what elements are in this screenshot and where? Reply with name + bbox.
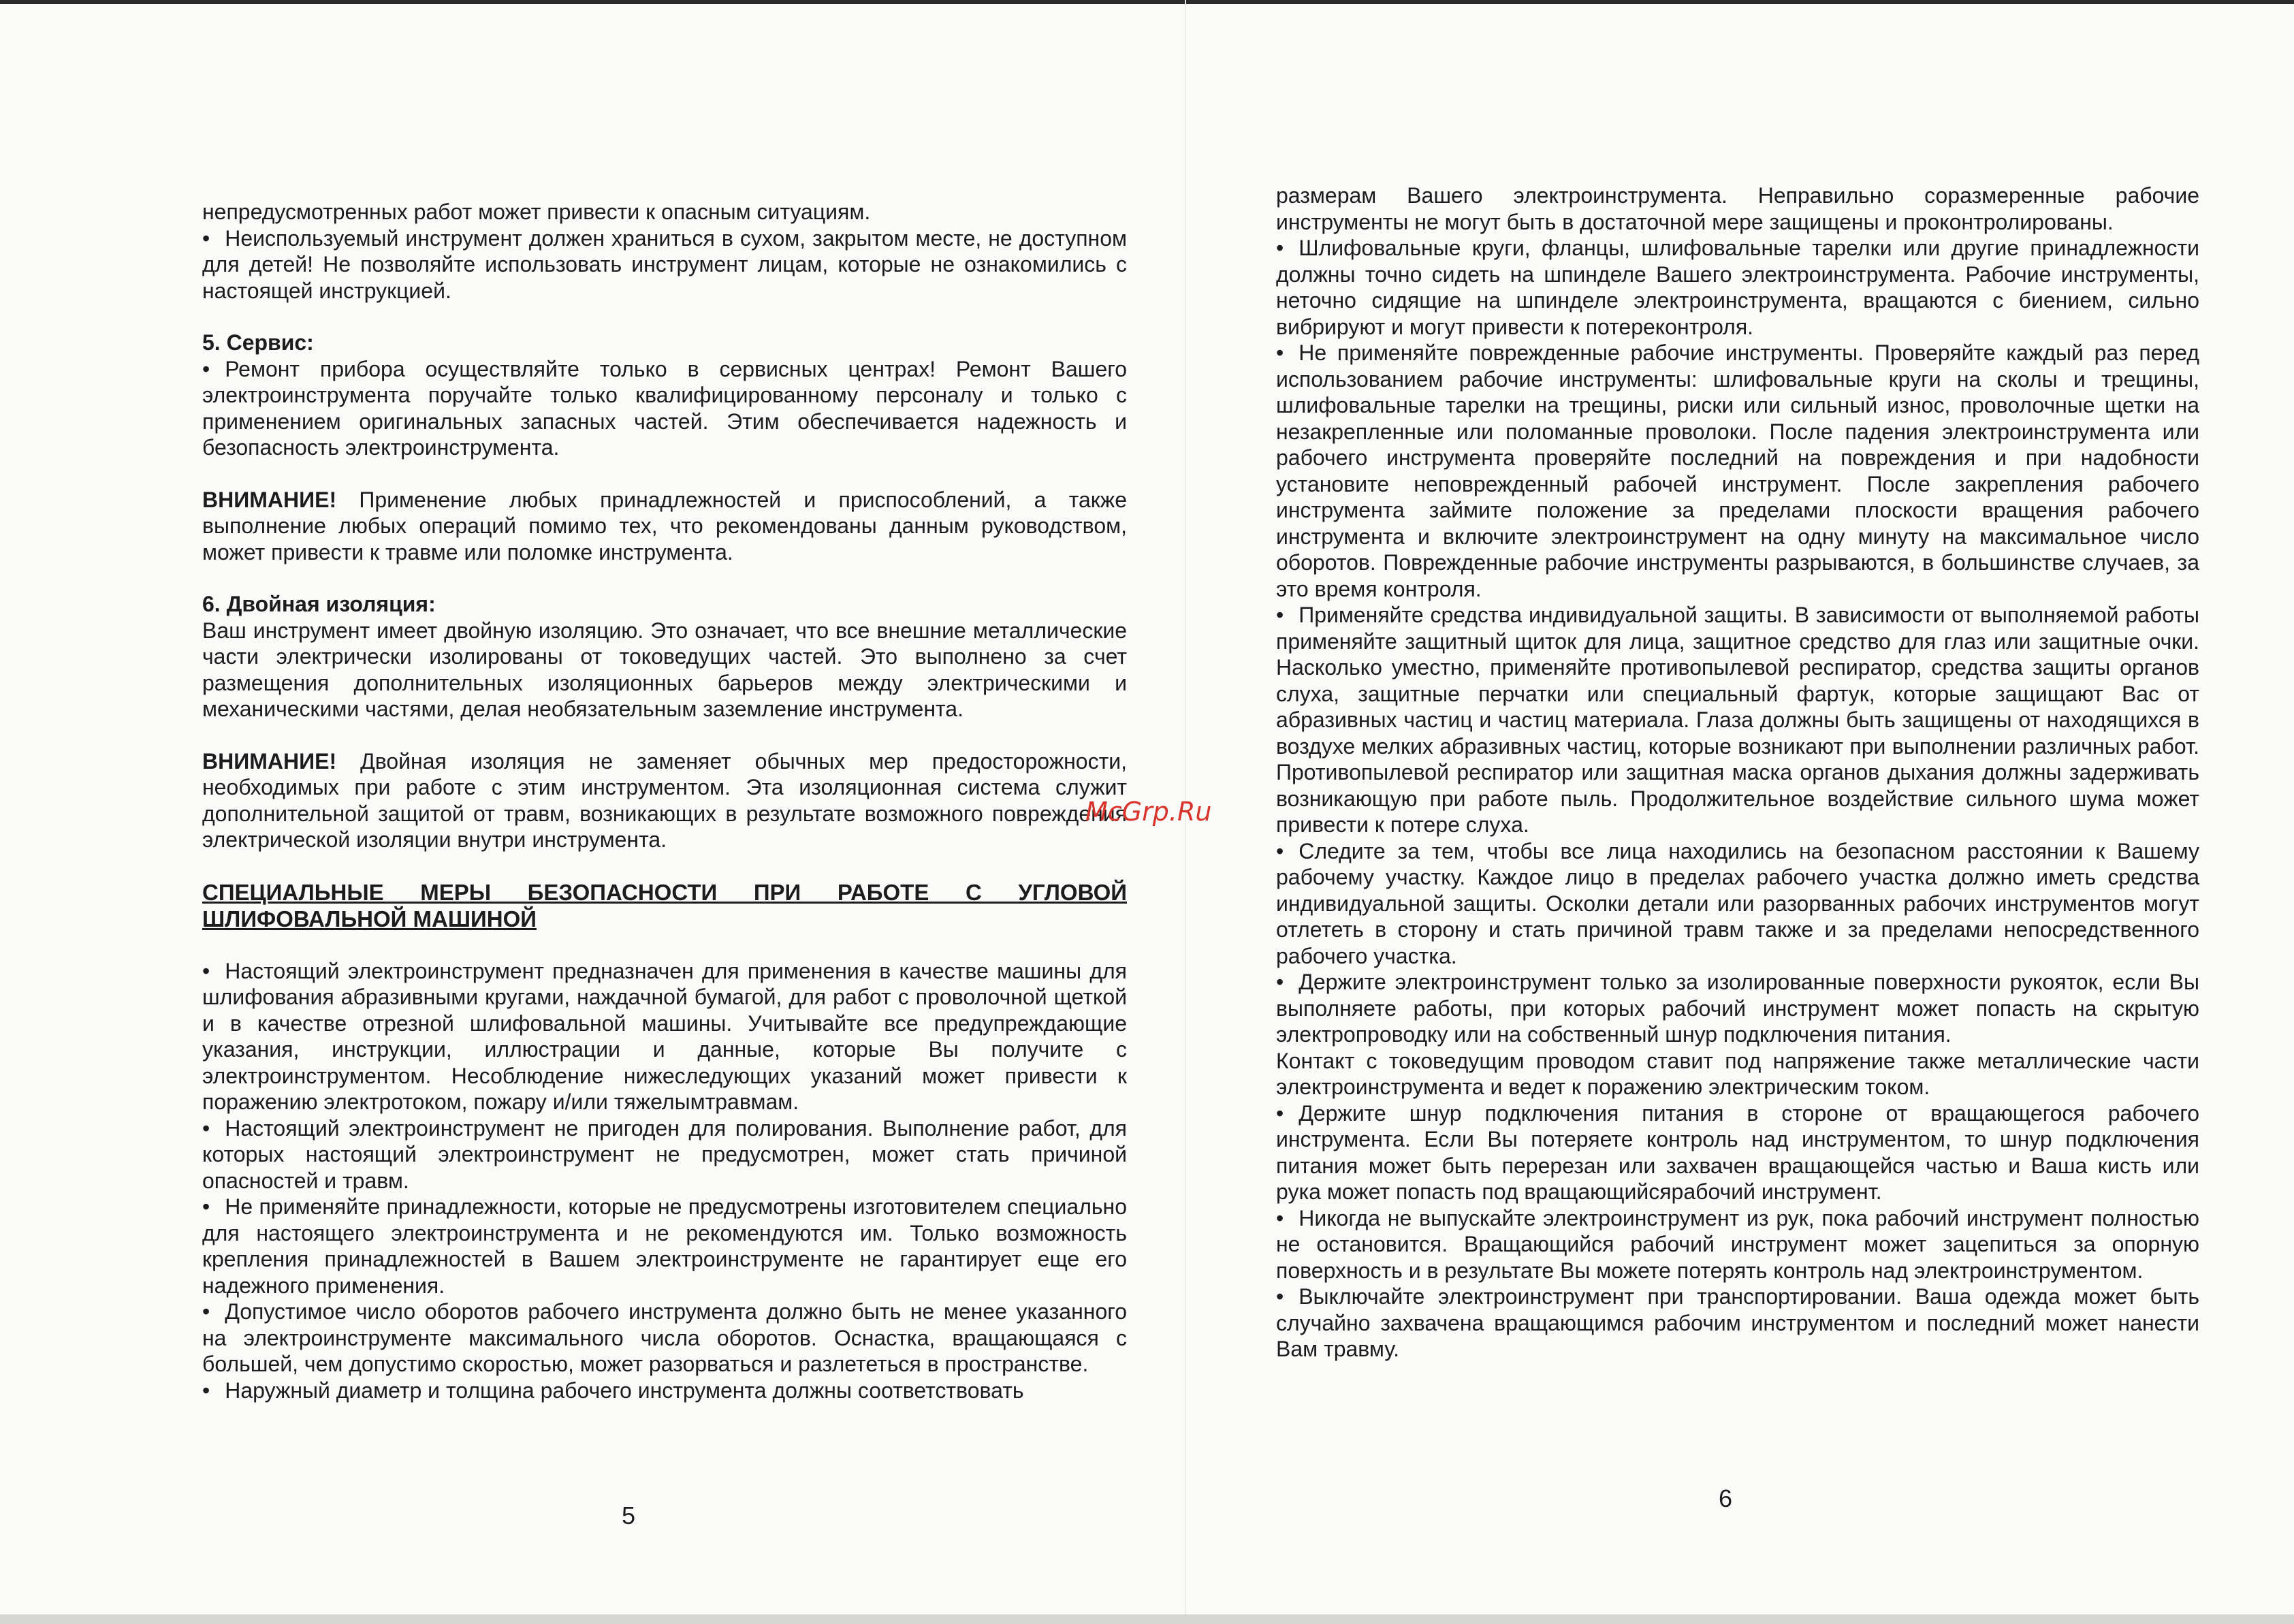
page-number-right: 6 <box>1719 1484 1733 1512</box>
page-number-left: 5 <box>622 1501 636 1529</box>
bullet-paragraph: • Следите за тем, чтобы все лица находились на безопасном расстоянии к Вашему рабочему участку. Каждое лицо в пределах рабочего участка должно иметь средства индивидуальной защиты. Осколки детали или разорванных рабочих инструментов могут отлететь в сторону и стать причиной травм также и за пределами непосредственного рабочего участка. <box>1276 838 2199 968</box>
paragraph: непредусмотренных работ может привести к опасным ситуациям. <box>202 200 871 224</box>
bullet-icon: • <box>1276 1100 1284 1126</box>
warning-label: ВНИМАНИЕ! <box>202 487 337 512</box>
bullet-paragraph: • Не применяйте принадлежности, которые не предусмотрены изготовителем специально для настоящего электроинструмента и не рекомендуются им. Только возможность крепления принадлежностей в Вашем электроинструменте не гарантирует еще его надежного применения. <box>202 1194 1127 1298</box>
warning-label: ВНИМАНИЕ! <box>202 748 337 774</box>
bullet-icon: • <box>1276 1205 1284 1230</box>
bullet-icon: • <box>202 356 210 381</box>
bullet-paragraph: • Держите электроинструмент только за изолированные поверхности рукояток, если Вы выполняете работы, при которых рабочий инструмент может попасть на скрытую электропроводку или на собственный шнур подключения питания. <box>1276 970 2199 1047</box>
bullet-icon: • <box>202 1378 210 1403</box>
bullet-paragraph: • Настоящий электроинструмент предназначен для применения в качестве машины для шлифования абразивными кругами, наждачной бумагой, для работ с проволочной щеткой и в качестве отрезной шлифовальной машины. Учитывайте все предупреждающие указания, инструкции, иллюстрации и данные, которые Вы получите с электроинструментом. Несоблюдение нижеследующих указаний может привести к поражению электротоком, пожару и/или тяжелымтравмам. <box>202 958 1127 1114</box>
bullet-icon: • <box>202 225 210 251</box>
bullet-icon: • <box>1276 340 1284 365</box>
paragraph: размерам Вашего электроинструмента. Неправильно соразмеренные рабочие инструменты не могут быть в достаточной мере защищены и проконтролированы. <box>1276 183 2199 234</box>
section-heading-insulation: 6. Двойная изоляция: <box>202 592 436 616</box>
bullet-icon: • <box>1276 970 1284 994</box>
bullet-paragraph: • Наружный диаметр и толщина рабочего инструмента должны соответствовать <box>202 1378 1024 1403</box>
page-left <box>202 199 1127 1403</box>
bullet-icon: • <box>1276 838 1284 863</box>
bullet-icon: • <box>1276 1284 1284 1309</box>
page-right <box>1276 182 2199 1363</box>
bullet-icon: • <box>202 1115 210 1141</box>
bullet-paragraph: • Не применяйте поврежденные рабочие инструменты. Проверяйте каждый раз перед использованием рабочие инструменты: шлифовальные круги на сколы и трещины, шлифовальные тарелки на трещины, риски или сильный износ, проволочные щетки на незакрепленные или поломанные проволоки. После падения электроинструмента или рабочего инструмента проверяйте последний на повреждения и при надобности установите неповрежденный рабочей инструмент. После закрепления рабочего инструмента займите положение за пределами плоскости вращения рабочего инструмента и включите электроинструмент на одну минуту на максимальное число оборотов. Поврежденные рабочие инструменты разрываются, в большинстве случаев, за это время контроля. <box>1276 340 2199 601</box>
bullet-paragraph: • Применяйте средства индивидуальной защиты. В зависимости от выполняемой работы применяйте защитный щиток для лица, защитное средство для глаз или защитные очки. Насколько уместно, применяйте противопылевой респиратор, средства защиты органов слуха, защитные перчатки или специальный фартук, которые защищают Вас от абразивных частиц и частиц материала. Глаза должны быть защищены от находящихся в воздухе мелких абразивных частиц, которые возникают при выполнении различных работ. Противопылевой респиратор или защитная маска органов дыхания должны задерживать возникающую при работе пыль. Продолжительное воздействие сильного шума может привести к потере слуха. <box>1276 603 2199 837</box>
bullet-paragraph: • Допустимое число оборотов рабочего инструмента должно быть не менее указанного на электроинструменте максимального числа оборотов. Оснастка, вращающаяся с большей, чем допустимо скоростью, может разорваться и разлететься в пространстве. <box>202 1299 1127 1376</box>
section-heading-service: 5. Сервис: <box>202 330 314 355</box>
bullet-icon: • <box>1276 236 1284 260</box>
bullet-icon: • <box>202 958 210 983</box>
bullet-paragraph: • Шлифовальные круги, фланцы, шлифовальные тарелки или другие принадлежности должны точно сидеть на шпинделе Вашего электроинструмента. Рабочие инструменты, неточно сидящие на шпинделе электроинструмента, вращаются с биением, сильно вибрируют и могут привести к потереконтроля. <box>1276 236 2199 339</box>
bullet-paragraph: • Никогда не выпускайте электроинструмент из рук, пока рабочий инструмент полностью не остановится. Вращающийся рабочий инструмент может зацепиться за опорную поверхность и в результате Вы можете потерять контроль над электроинструментом. <box>1276 1205 2199 1283</box>
scan-edge-top <box>0 0 2294 4</box>
bullet-icon: • <box>202 1194 210 1219</box>
bullet-icon: • <box>202 1299 210 1324</box>
bullet-paragraph: • Настоящий электроинструмент не пригоден для полирования. Выполнение работ, для которых настоящий электроинструмент не предусмотрен, может стать причиной опасностей и травм. <box>202 1115 1127 1193</box>
bullet-paragraph: • Неиспользуемый инструмент должен храниться в сухом, закрытом месте, не доступном для детей! Не позволяйте использовать инструмент лицам, которые не ознакомились с настоящей инструкцией. <box>202 225 1127 303</box>
scan-edge-bottom <box>0 1614 2294 1624</box>
warning-paragraph: ВНИМАНИЕ! Двойная изоляция не заменяет обычных мер предосторожности, необходимых при работе с этим инструментом. Эта изоляционная система служит дополнительной защитой от травм, возникающих в результате возможного повреждения электрической изоляции внутри инструмента. <box>202 748 1127 852</box>
bullet-icon: • <box>1276 603 1284 627</box>
paragraph: Контакт с токоведущим проводом ставит под напряжение также металлические части электроинструмента и ведет к поражению электрическим током. <box>1276 1048 2199 1099</box>
special-safety-heading: СПЕЦИАЛЬНЫЕ МЕРЫ БЕЗОПАСНОСТИ ПРИ РАБОТЕ С УГЛОВОЙ ШЛИФОВАЛЬНОЙ МАШИНОЙ <box>202 879 1127 932</box>
watermark: McGrp.Ru <box>1085 797 1212 827</box>
bullet-paragraph: • Ремонт прибора осуществляйте только в сервисных центрах! Ремонт Вашего электроинструмента поручайте только квалифицированному персоналу и только с применением оригинальных запасных частей. Этим обеспечивается надежность и безопасность электроинструмента. <box>202 356 1127 460</box>
paragraph: Ваш инструмент имеет двойную изоляцию. Это означает, что все внешние металлические части электрически изолированы от токоведущих частей. Это выполнено за счет размещения дополнительных изоляционных барьеров между электрическими и механическими частями, делая необязательным заземление инструмента. <box>202 618 1127 721</box>
bullet-paragraph: • Держите шнур подключения питания в стороне от вращающегося рабочего инструмента. Если Вы потеряете контроль над инструментом, то шнур подключения питания может быть перерезан или захвачен вращающейся частью и Ваша кисть или рука может попасть под вращающийсярабочий инструмент. <box>1276 1100 2199 1204</box>
warning-paragraph: ВНИМАНИЕ! Применение любых принадлежностей и приспособлений, а также выполнение любых операций помимо тех, что рекомендованы данным руководством, может привести к травме или поломке инструмента. <box>202 487 1127 564</box>
bullet-paragraph: • Выключайте электроинструмент при транспортировании. Ваша одежда может быть случайно захвачена вращающимся рабочим инструментом и последний может нанести Вам травму. <box>1276 1284 2199 1361</box>
